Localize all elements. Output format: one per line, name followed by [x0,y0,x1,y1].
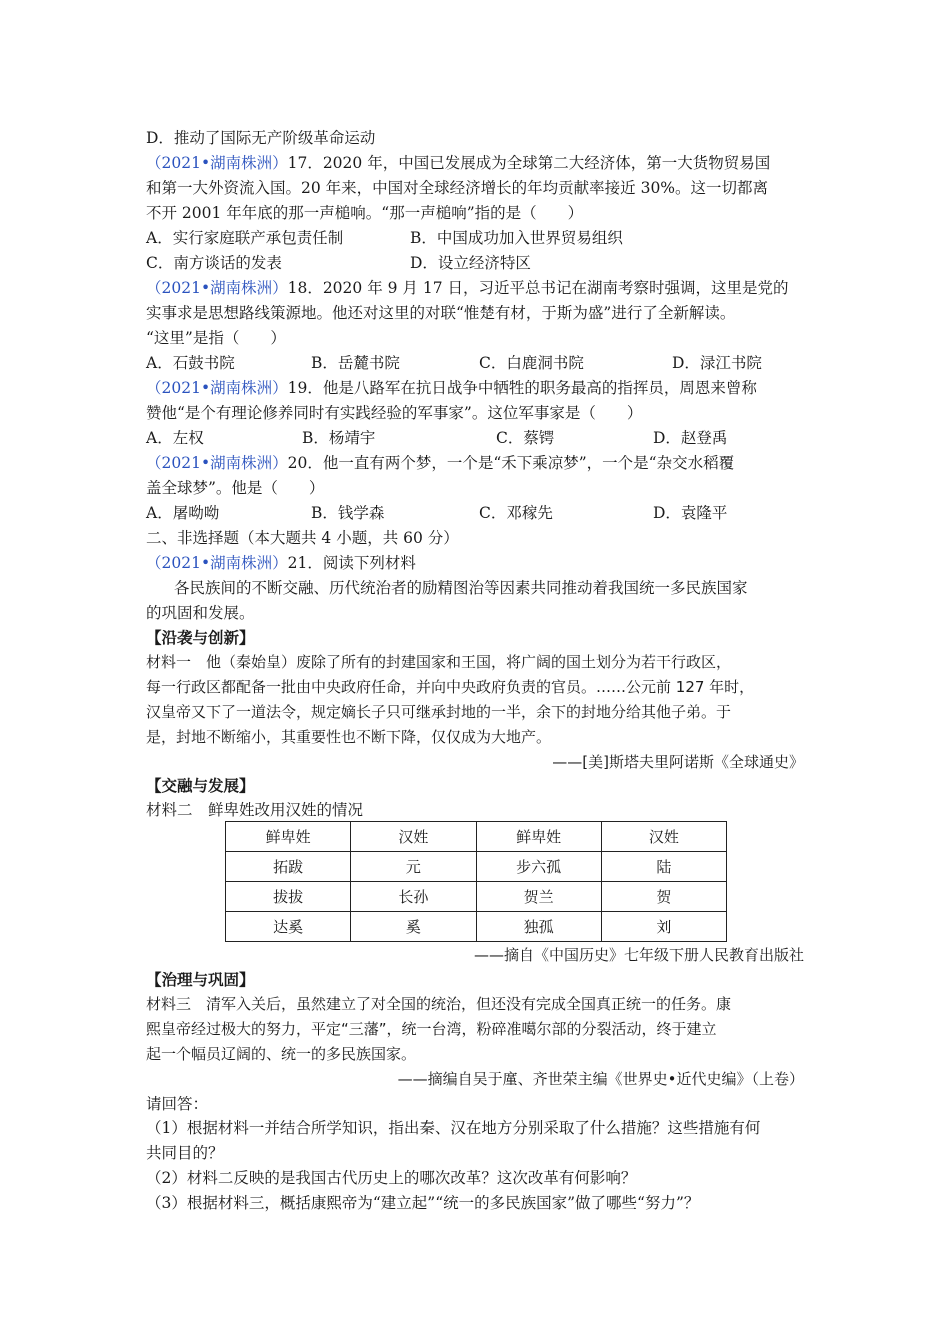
material-2-caption: 材料二 鲜卑姓改用汉姓的情况 [146,801,364,819]
section-2-title: 二、非选择题（本大题共 4 小题，共 60 分） [146,529,459,547]
sub-question-1-line-2: 共同目的？ [146,1144,224,1162]
q18-option-c: C．白鹿洞书院 [479,354,584,372]
table-header-row [226,822,727,852]
table-cell: 拓跋 [226,852,351,882]
heading-governance-consolidation: 【治理与巩固】 [146,970,255,989]
q17-option-d: D．设立经济特区 [410,254,531,272]
q20-stem: 20．他一直有两个梦，一个是“禾下乘凉梦”，一个是“杂交水稻覆 [287,454,735,472]
source-tag: （2021•湖南株洲） [146,154,288,172]
source-tag: （2021•湖南株洲） [146,379,288,397]
heading-integration-development: 【交融与发展】 [146,776,255,795]
q20-option-b: B．钱学森 [311,504,385,522]
material-3-line-2: 熙皇帝经过极大的努力，平定“三藩”，统一台湾，粉碎准噶尔部的分裂活动，终于建立 [146,1020,717,1038]
q21-intro-line-1: 各民族间的不断交融、历代统治者的励精图治等因素共同推动着我国统一多民族国家 [174,579,748,597]
source-tag: （2021•湖南株洲） [146,454,288,472]
q19-option-d: D．赵登禹 [653,429,728,447]
q17-option-b: B．中国成功加入世界贸易组织 [410,229,623,247]
q19-option-a: A．左权 [146,429,204,447]
material-1-line-3: 汉皇帝又下了一道法令，规定嫡长子只可继承封地的一半，余下的封地分给其他子弟。于 [146,703,732,721]
q21-title-line [146,553,416,573]
q16-option-d: D．推动了国际无产阶级革命运动 [146,129,376,147]
table-header-cell: 鲜卑姓 [226,822,351,852]
heading-inherit-innovate: 【沿袭与创新】 [146,628,255,647]
q18-line-2: 实事求是思想路线策源地。他还对这里的对联“惟楚有材，于斯为盛”进行了全新解读。 [146,304,736,322]
sub-question-1-line-1: （1）根据材料一并结合所学知识，指出秦、汉在地方分别采取了什么措施？这些措施有何 [146,1119,761,1137]
table-header-cell: 鲜卑姓 [476,822,601,852]
q19-option-c: C．蔡锷 [496,429,555,447]
table-header-cell: 汉姓 [601,822,726,852]
q18-option-d: D．渌江书院 [672,354,762,372]
q18-line-3: “这里”是指（ ） [146,329,286,347]
q18-option-a: A．石鼓书院 [146,354,235,372]
q17-option-c: C．南方谈话的发表 [146,254,282,272]
material-3-source: ——摘编自吴于廑、齐世荣主编《世界史•近代史编》（上卷） [397,1070,804,1088]
table-cell: 拔拔 [226,882,351,912]
table-cell: 步六孤 [476,852,601,882]
q21-title: 21．阅读下列材料 [287,554,416,572]
material-3-line-3: 起一个幅员辽阔的、统一的多民族国家。 [146,1045,417,1063]
q20-line-2: 盖全球梦”。他是（ ） [146,479,325,497]
q18-option-b: B．岳麓书院 [311,354,400,372]
material-1-line-1: 材料一 他（秦始皇）废除了所有的封建国家和王国，将广阔的国土划分为若干行政区， [146,653,732,671]
q17-line-1 [146,153,770,173]
surname-table [225,821,727,942]
q20-option-d: D．袁隆平 [653,504,728,522]
source-tag: （2021•湖南株洲） [146,554,288,572]
table-cell: 独孤 [476,912,601,942]
table-cell: 陆 [601,852,726,882]
table-cell: 贺兰 [476,882,601,912]
q21-intro-line-2: 的巩固和发展。 [146,604,255,622]
q20-line-1 [146,453,734,473]
table-cell: 奚 [351,912,476,942]
material-3-line-1: 材料三 清军入关后，虽然建立了对全国的统治，但还没有完成全国真正统一的任务。康 [146,995,732,1013]
material-1-source: ——[美]斯塔夫里阿诺斯《全球通史》 [552,753,804,771]
q17-line-3: 不开 2001 年年底的那一声槌响。“那一声槌响”指的是（ ） [146,204,584,222]
table-row [226,912,727,942]
q17-option-a: A．实行家庭联产承包责任制 [146,229,344,247]
q19-line-2: 赞他“是个有理论修养同时有实践经验的军事家”。这位军事家是（ ） [146,404,643,422]
q17-stem: 17．2020 年，中国已发展成为全球第二大经济体，第一大货物贸易国 [287,154,771,172]
material-1-line-2: 每一行政区都配备一批由中央政府任命，并向中央政府负责的官员。……公元前 127 年时， [146,678,755,696]
answer-prompt: 请回答： [146,1095,209,1113]
material-1-line-4: 是，封地不断缩小，其重要性也不断下降，仅仅成为大地产。 [146,728,552,746]
table-header-cell: 汉姓 [351,822,476,852]
q19-line-1 [146,378,757,398]
q20-option-c: C．邓稼先 [479,504,553,522]
q18-stem: 18．2020 年 9 月 17 日，习近平总书记在湖南考察时强调，这里是党的 [287,279,789,297]
table-cell: 贺 [601,882,726,912]
q17-line-2: 和第一大外资流入国。20 年来，中国对全球经济增长的年均贡献率接近 30%。这一切都离 [146,179,769,197]
material-2-source: ——摘自《中国历史》七年级下册人民教育出版社 [473,946,804,964]
q19-option-b: B．杨靖宇 [302,429,376,447]
table-cell: 元 [351,852,476,882]
q19-stem: 19．他是八路军在抗日战争中牺牲的职务最高的指挥员，周恩来曾称 [287,379,757,397]
table-row [226,852,727,882]
table-cell: 刘 [601,912,726,942]
q18-line-1 [146,278,789,298]
source-tag: （2021•湖南株洲） [146,279,288,297]
q20-option-a: A．屠呦呦 [146,504,220,522]
sub-question-2: （2）材料二反映的是我国古代历史上的哪次改革？这次改革有何影响？ [146,1169,637,1187]
table-cell: 达奚 [226,912,351,942]
table-cell: 长孙 [351,882,476,912]
sub-question-3: （3）根据材料三，概括康熙帝为“建立起”“统一的多民族国家”做了哪些“努力”？ [146,1194,700,1212]
table-row [226,882,727,912]
